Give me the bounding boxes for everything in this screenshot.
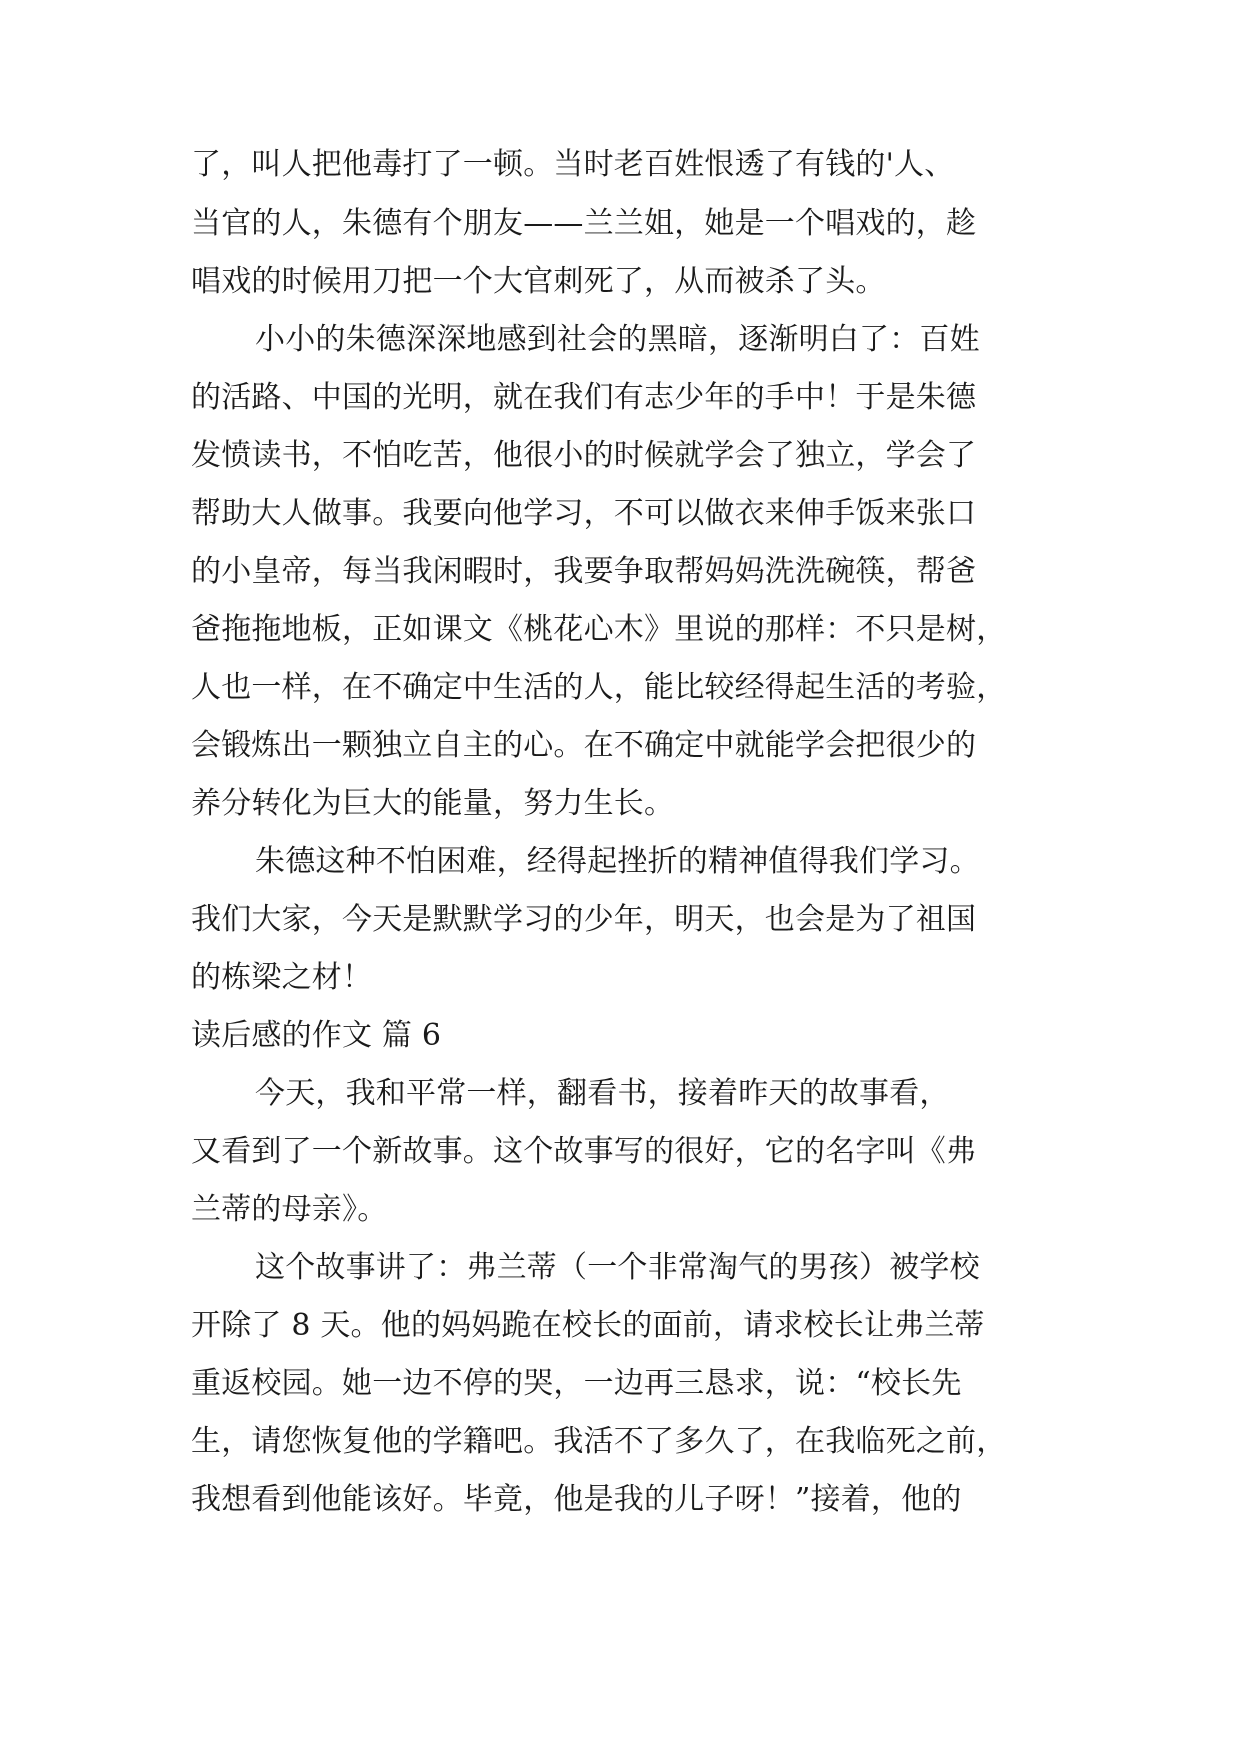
text-line: 了，叫人把他毒打了一顿。当时老百姓恨透了有钱的'人、 bbox=[191, 147, 955, 182]
text-line: 的活路、中国的光明，就在我们有志少年的手中！于是朱德 bbox=[191, 380, 977, 415]
text-line: 人也一样，在不确定中生活的人，能比较经得起生活的考验， bbox=[191, 670, 1007, 705]
text-line: 兰蒂的母亲》。 bbox=[191, 1192, 388, 1227]
paragraph-first-line: 今天，我和平常一样，翻看书，接着昨天的故事看， bbox=[255, 1076, 950, 1111]
text-line: 养分转化为巨大的能量，努力生长。 bbox=[191, 786, 675, 821]
text-line: 我们大家，今天是默默学习的少年，明天，也会是为了祖国 bbox=[191, 902, 977, 937]
text-line: 的栋梁之材！ bbox=[191, 960, 373, 995]
section-heading: 读后感的作文 篇 6 bbox=[191, 1018, 442, 1053]
text-line: 唱戏的时候用刀把一个大官刺死了，从而被杀了头。 bbox=[191, 264, 886, 299]
text-line: 又看到了一个新故事。这个故事写的很好，它的名字叫《弗 bbox=[191, 1134, 977, 1169]
text-line: 发愤读书，不怕吃苦，他很小的时候就学会了独立，学会了 bbox=[191, 438, 977, 473]
text-line: 重返校园。她一边不停的哭，一边再三恳求，说：“校长先 bbox=[191, 1366, 962, 1401]
text-line: 帮助大人做事。我要向他学习，不可以做衣来伸手饭来张口 bbox=[191, 496, 977, 531]
text-line: 的小皇帝，每当我闲暇时，我要争取帮妈妈洗洗碗筷，帮爸 bbox=[191, 554, 977, 589]
text-line: 爸拖拖地板，正如课文《桃花心木》里说的那样：不只是树， bbox=[191, 612, 1007, 647]
text-line: 开除了 8 天。他的妈妈跪在校长的面前，请求校长让弗兰蒂 bbox=[191, 1308, 985, 1343]
text-line: 生，请您恢复他的学籍吧。我活不了多久了，在我临死之前， bbox=[191, 1424, 1007, 1459]
paragraph-first-line: 朱德这种不怕困难，经得起挫折的精神值得我们学习。 bbox=[255, 844, 980, 879]
text-line: 当官的人，朱德有个朋友——兰兰姐，她是一个唱戏的，趁 bbox=[191, 206, 977, 241]
paragraph-first-line: 小小的朱德深深地感到社会的黑暗，逐渐明白了：百姓 bbox=[255, 322, 980, 357]
paragraph-first-line: 这个故事讲了：弗兰蒂（一个非常淘气的男孩）被学校 bbox=[255, 1250, 980, 1285]
text-line: 我想看到他能该好。毕竟，他是我的儿子呀！”接着，他的 bbox=[191, 1482, 962, 1517]
text-line: 会锻炼出一颗独立自主的心。在不确定中就能学会把很少的 bbox=[191, 728, 977, 763]
